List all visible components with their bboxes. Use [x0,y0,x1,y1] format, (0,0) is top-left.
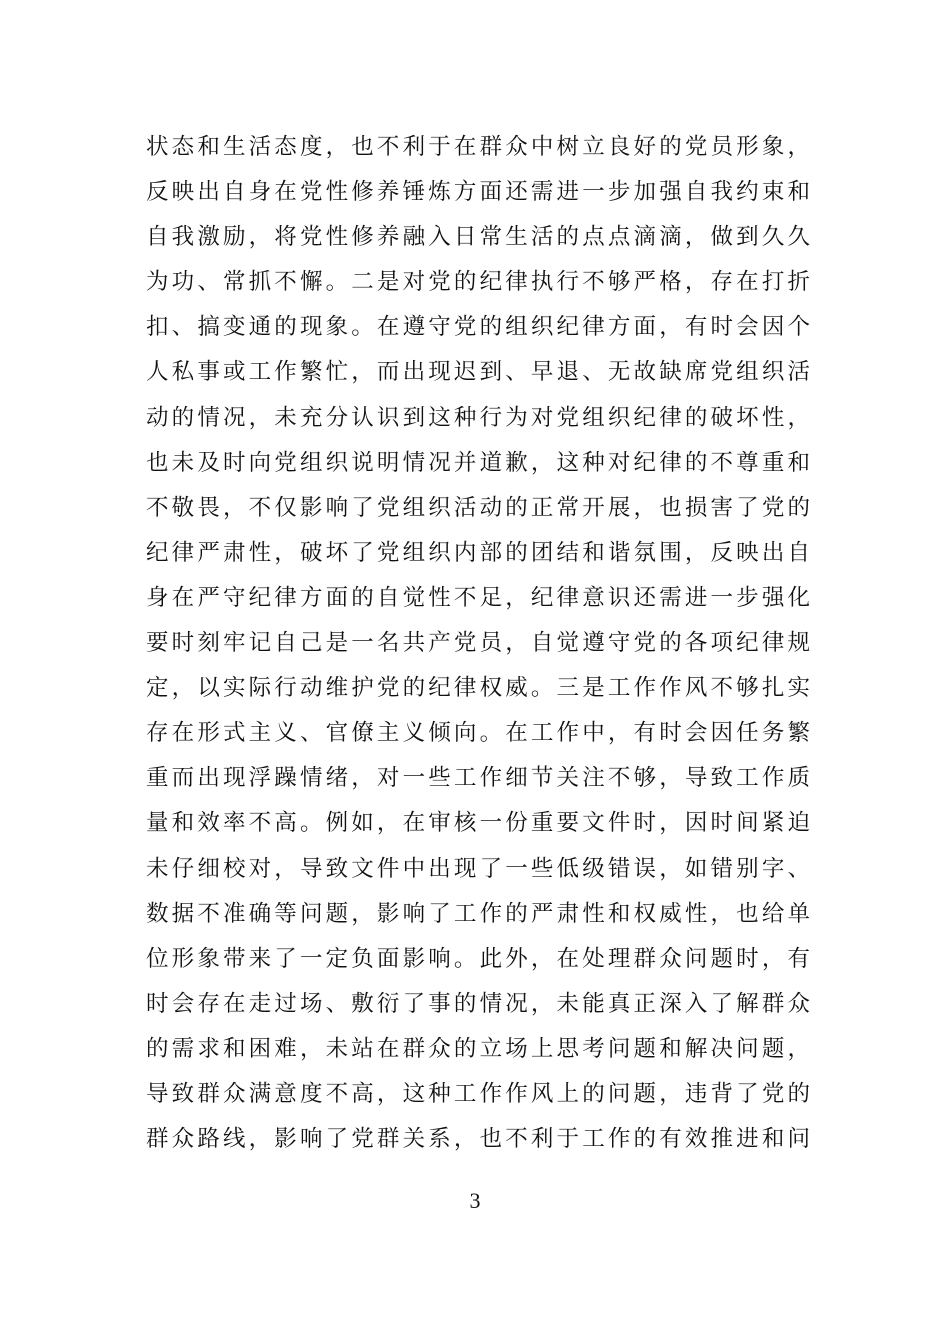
text-line: 人私事或工作繁忙，而出现迟到、早退、无故缺席党组织活 [146,359,810,386]
text-line: 扣、搞变通的现象。在遵守党的组织纪律方面，有时会因个 [146,314,810,341]
page-number: 3 [469,1188,481,1213]
text-line: 不敬畏，不仅影响了党组织活动的正常开展，也损害了党的 [146,494,810,521]
text-line: 的需求和困难，未站在群众的立场上思考问题和解决问题， [146,1035,810,1062]
text-line: 自我激励，将党性修养融入日常生活的点点滴滴，做到久久 [146,224,810,251]
text-line: 时会存在走过场、敷衍了事的情况，未能真正深入了解群众 [146,990,810,1017]
text-line: 数据不准确等问题，影响了工作的严肃性和权威性，也给单 [146,900,810,927]
text-line: 动的情况，未充分认识到这种行为对党组织纪律的破坏性， [146,404,810,431]
text-line: 也未及时向党组织说明情况并道歉，这种对纪律的不尊重和 [146,449,810,476]
text-line: 纪律严肃性，破坏了党组织内部的团结和谐氛围，反映出自 [146,539,810,566]
text-line: 定，以实际行动维护党的纪律权威。三是工作作风不够扎实 [146,675,810,702]
body-text [146,125,810,1162]
text-line: 量和效率不高。例如，在审核一份重要文件时，因时间紧迫 [146,810,810,837]
text-line: 未仔细校对，导致文件中出现了一些低级错误，如错别字、 [146,855,810,882]
text-line: 重而出现浮躁情绪，对一些工作细节关注不够，导致工作质 [146,765,810,792]
text-line: 为功、常抓不懈。二是对党的纪律执行不够严格，存在打折 [146,269,810,296]
text-line: 身在严守纪律方面的自觉性不足，纪律意识还需进一步强化 [146,584,810,611]
text-line: 反映出自身在党性修养锤炼方面还需进一步加强自我约束和 [146,179,810,206]
text-line: 要时刻牢记自己是一名共产党员，自觉遵守党的各项纪律规 [146,630,810,657]
text-line: 导致群众满意度不高，这种工作作风上的问题，违背了党的 [146,1080,810,1107]
text-line: 群众路线，影响了党群关系，也不利于工作的有效推进和问 [146,1126,810,1153]
text-line: 存在形式主义、官僚主义倾向。在工作中，有时会因任务繁 [146,720,810,747]
text-line: 位形象带来了一定负面影响。此外，在处理群众问题时，有 [146,945,810,972]
text-line: 状态和生活态度，也不利于在群众中树立良好的党员形象， [146,134,810,160]
